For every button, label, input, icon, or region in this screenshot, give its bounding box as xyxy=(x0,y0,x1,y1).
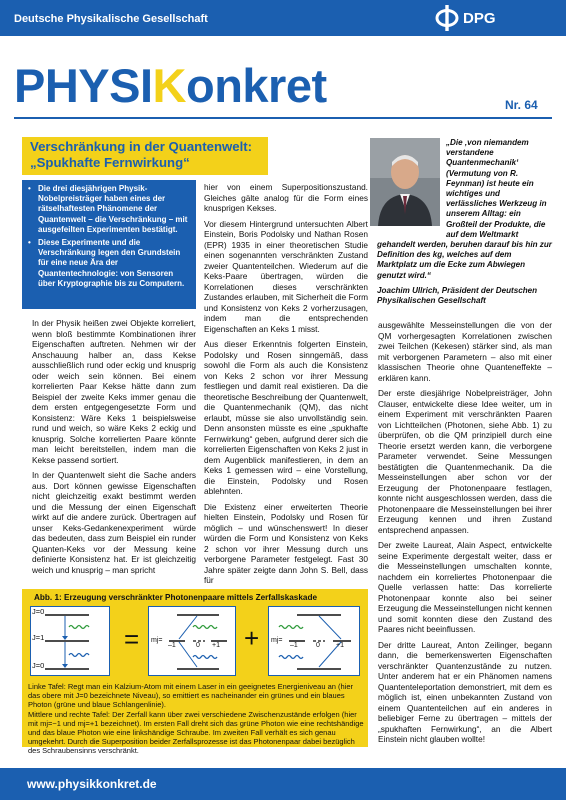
dpg-logo-icon xyxy=(434,4,460,32)
level-label: J=0 xyxy=(32,661,45,670)
text-column-2 xyxy=(204,182,368,591)
paragraph: Der dritte Laureat, Anton Zeilinger, begann dann, die bemerkenswerten Eigenschaften verschränkter Quantenzustände zu nutzen. Unter anderem hat er ein Phänomen namens Quantenteleportation demonstriert, mit dem es möglich ist, einen unbekannten Zustand von einem Quantenteilchen auf ein anderes in beliebiger Ferne zu übertragen – mittels der „spukhaften Fernwirkung“, an die Albert Einstein nicht glauben wollte! xyxy=(378,639,552,744)
paragraph: hier von einem Superpositionszustand. Gleiches gälte analog für die Form eines knusprigen Kekses. xyxy=(204,182,368,213)
paragraph: Der erste diesjährige Nobelpreisträger, John Clauser, entwickelte diese Idee weiter, um in einem Experiment mit verschränkten Paaren von Lichtteilchen (Photonen, siehe Abb. 1) zu überprüfen, ob die QM prinzipiell durch eine Theorie ersetzt werden kann, die verborgene Parameter verwendet. Seine Messungen bestätigten die Quantenmechanik. Da die Messeinstellungen aber schon vor der Erzeugung der Photonenpaare festlagen, konnte nicht ausgeschlossen werden, dass die Photonenpaare die Messeinstellungen bei ihrer Erzeugung kennen und ihren Zustand entsprechend anpassen. xyxy=(378,388,552,535)
plus-sign: + xyxy=(244,623,260,653)
masthead-title: PHYSIKonkret xyxy=(14,59,327,112)
paragraph: Vor diesem Hintergrund untersuchten Albert Einstein, Boris Podolsky und Nathan Rosen (EPR) 1935 in einer theoretischen Studie einen sogenannten verschränkten Zustand zweier Quantenteilchen. Wiederum auf die Keks-Paare übertragen, würden die Korrelationen dieses verschränkten Zustandes erlauben, mit Sicherheit die Form und Konsistenz von Keks 2 vorherzusagen, indem man die entsprechenden Eigenschaften an Keks 1 misst. xyxy=(204,218,368,334)
issue-number: Nr. 64 xyxy=(505,98,538,112)
mj-label: mj= xyxy=(271,637,283,644)
summary-bullet: • Diese Experimente und die Verschränkung legen den Grundstein für eine neue Ära der Quantentechnologie: von Sensoren über Kryptographie bis zu Computern. xyxy=(28,238,190,289)
summary-box xyxy=(22,180,196,309)
masthead-divider xyxy=(14,117,552,119)
mj-value: +1 xyxy=(212,642,220,649)
summary-bullet: • Die drei diesjährigen Physik-Nobelpreisträger haben eines der rätselhaftesten Phänomene der Quantenwelt – die Verschränkung – mit ausgefeilten Experimenten bestätigt. xyxy=(28,184,190,235)
paragraph: In der Physik heißen zwei Objekte korreliert, wenn bloß bestimmte Kombinationen ihrer Eigenschaften auftreten. Nehmen wir der Anschauung halber an, dass Kekse ausschließlich rund oder eckig und knusprig oder weich sein können. Bei einem korrelierten Paar Kekse hätte dann zum Beispiel der zweite Keks immer genau die dem ersten entgegengesetzte Form und Konsistenz: Wäre Keks 1 beispielsweise rund und weich, so wäre Keks 2 eckig und knusprig. Solche korrelierten Paare könnte man leicht bereitstellen, indem man die Kekse passend sortiert. xyxy=(32,318,196,465)
paragraph: In der Quantenwelt sieht die Sache anders aus. Dort können gewisse Eigenschaften nicht gleichzeitig exakt bestimmt werden und die Messung der einen Eigenschaft wirkt auf die andere zurück. Übertragen auf unser Keks-Gedankenexperiment würde das bedeuten, dass zum Beispiel ein runder Quanten-Keks vor der Messung keine definierte Konsistenz hat. Er ist gleichzeitig weich und knusprig – man spricht xyxy=(32,470,196,575)
mj-label: mj= xyxy=(151,637,163,644)
text-column-3 xyxy=(378,320,552,750)
mj-value: –1 xyxy=(168,642,176,649)
org-name: Deutsche Physikalische Gesellschaft xyxy=(14,13,208,25)
paragraph: ausgewählte Messeinstellungen die von der QM vorhergesagten Korrelationen zwischen zwei Teilchen (Kekesen) stärker sind, als man mit verborgenen Parametern – also mit einer klassischen Theorie ohne Quanteneffekte – erklären kann. xyxy=(378,320,552,383)
level-label: J=0 xyxy=(32,607,45,616)
mj-value: –1 xyxy=(290,642,298,649)
paragraph: Die Existenz einer erweiterten Theorie hielten Einstein, Podolsky und Rosen für möglich – und wünschenswert! In dieser würden die Form und Konsistenz von Keks 2 schon vor ihrer Messung durch uns verborgene Parameter festgelegt. Fast 30 Jahre später zeigte dann John S. Bell, dass für xyxy=(204,501,368,585)
level-label: J=1 xyxy=(32,633,45,642)
paragraph: Der zweite Laureat, Alain Aspect, entwickelte seine Experimente dergestalt weiter, dass er die Messeinstellungen umschalten konnte, nachdem ein korreliertes Photonenpaar die Quelle verlassen hatte: Das korrelierte Photonenpaar konnte also bei seiner Erzeugung die Messeinstellungen nicht kennen und somit konnten diese den Zustand des Paares nicht beeinflussen. xyxy=(378,540,552,634)
dpg-logo-text: DPG xyxy=(463,10,496,27)
mj-value: +1 xyxy=(336,642,344,649)
figure-caption: Linke Tafel: Regt man ein Kalzium-Atom mit einem Laser in ein geeignetes Energieniveau an (hier das obere mit J=0 bezeichnete Niveau), so emittiert es nacheinander ein grünes und ein blaues Photon (grüne und blaue Schlangenlinie). Mittlere und rechte Tafel: Der Zerfall kann über zwei verschiedene Zwischenzustände erfolgen (hier mit mj=−1 und mj=+1 bezeichnet). Im ersten Fall dreht sich das grüne Photon wie eine rechtshändige und das blaue Photon wie eine linkshändige Schraube. Im zweiten Fall verhält es sich genau umgekehrt. Durch die Superposition beider Zerfallsprozesse ist das Photonenpaar dabei bezüglich des Schraubensinns verschränkt. xyxy=(28,682,364,756)
mj-value: 0 xyxy=(316,642,320,649)
article-title: Verschränkung in der Quantenwelt: „Spukhafte Fernwirkung“ xyxy=(30,139,253,170)
quote-text: „Die ‚von niemandem verstandene Quantenmechanik‘ (Vermutung von R. Feynman) ist heute ein wichtiges und verlässliches Werkzeug in unserem Alltag: ein Großteil der Produkte, die auf dem Weltmarkt gehandelt werden, beruhen darauf bis hin zur Definition des kg, welches auf dem Marktplatz um die Ecke zum Abwiegen genutzt wird.“ xyxy=(377,138,552,280)
mj-value: 0 xyxy=(196,642,200,649)
paragraph: Aus dieser Erkenntnis folgerten Einstein, Podolsky und Rosen sinngemäß, dass sowohl die Form als auch die Konsistenz von Keks 2 schon vor ihrer Messung festliegen und damit real existieren. Da die theoretische Beschreibung der Quantenwelt, die Quantenmechanik (QM), das nicht erlaubt, müsse sie also unvollständig sein. Denn ansonsten müsste es eine „spukhafte Fernwirkung“ geben, aufgrund derer sich die korrelierten Eigenschaften von Keks 2 just in dem Augenblick manifestieren, in dem an Keks 1 gemessen wird – eine Vorstellung, die Einstein, Podolsky und Rosen ablehnten. xyxy=(204,339,368,496)
text-column-1 xyxy=(32,318,196,580)
figure-title: Abb. 1: Erzeugung verschränkter Photonenpaare mittels Zerfallskaskade xyxy=(34,593,318,602)
website-link[interactable]: www.physikkonkret.de xyxy=(27,777,157,791)
quote-author: Joachim Ullrich, Präsident der Deutschen Physikalischen Gesellschaft xyxy=(377,286,538,306)
equals-sign: = xyxy=(124,624,140,654)
